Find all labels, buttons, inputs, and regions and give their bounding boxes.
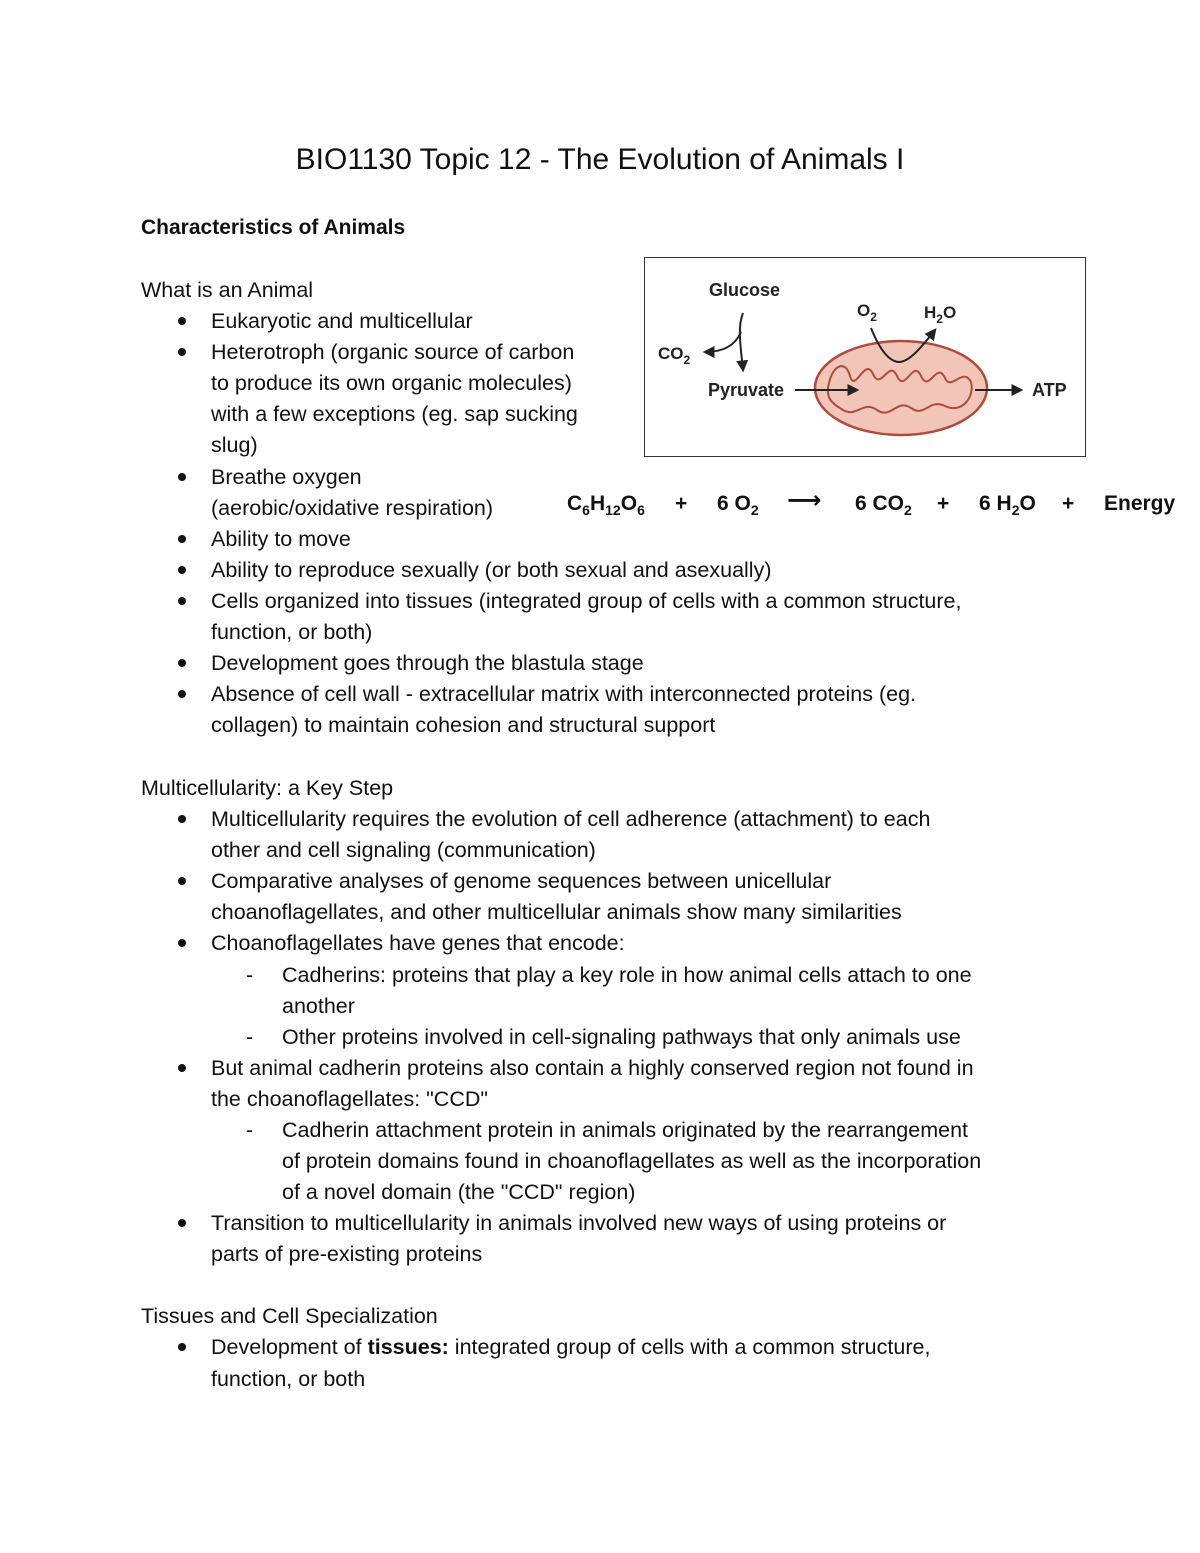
sub-bullet-dash: -	[246, 1118, 254, 1142]
respiration-equation	[565, 484, 1185, 524]
bullet-line: slug)	[211, 433, 258, 458]
bullet-dot	[178, 597, 186, 605]
sub-bullet-dash: -	[246, 1024, 254, 1049]
sub-bullet-dash: -	[246, 962, 254, 987]
cellular-respiration-diagram	[644, 257, 1086, 457]
bullet-line: Multicellularity requires the evolution of cell adherence (attachment) to each	[211, 807, 931, 831]
water-term: 6 $H_2O$	[979, 492, 1036, 518]
bullet-line: Absence of cell wall - extracellular matrix with interconnected proteins (eg.	[211, 682, 917, 707]
page-title: BIO1130 Topic 12 - The Evolution of Animals I	[295, 143, 905, 176]
bullet-line: Development goes through the blastula stage	[211, 651, 644, 676]
subsection-heading-tissues: Tissues and Cell Specialization	[141, 1304, 438, 1328]
bullet-line: Choanoflagellates have genes that encode:	[211, 931, 625, 956]
bullet-dot	[178, 1219, 186, 1227]
bullet-dot	[178, 815, 186, 823]
sub-bullet-line: Other proteins involved in cell-signaling pathways that only animals use	[282, 1024, 961, 1049]
subsection-heading-multicellularity: Multicellularity: a Key Step	[141, 776, 394, 800]
sub-bullet-line: of protein domains found in choanoflagellates as well as the incorporation	[282, 1149, 982, 1174]
bullet-line: Comparative analyses of genome sequences between unicellular	[211, 869, 832, 894]
bullet-dot	[178, 1343, 186, 1351]
glucose-formula: $C_6H_{12}O_6$	[567, 492, 645, 518]
bullet-line: the choanoflagellates: "CCD"	[211, 1086, 489, 1111]
bullet-line: other and cell signaling (communication)	[211, 838, 596, 863]
subsection-heading-what-is-animal: What is an Animal	[141, 278, 314, 302]
bullet-line: collagen) to maintain cohesion and structural support	[211, 713, 716, 738]
bullet-dot	[178, 535, 186, 543]
o2-label: $O_2$	[857, 301, 877, 324]
glucose-label: Glucose	[709, 280, 781, 300]
co2-label: $CO_2$	[658, 344, 691, 367]
mitochondrion-icon	[815, 341, 987, 435]
plus-sign: +	[675, 492, 688, 515]
bullet-dot	[178, 1064, 186, 1072]
oxygen-term: 6 $O_2$	[717, 492, 759, 518]
tissues-bullet-line-1: Development of tissues: integrated group of cells with a common structure,	[211, 1335, 931, 1359]
plus-sign: +	[937, 492, 950, 515]
bullet-line: Breathe oxygen	[211, 464, 362, 489]
bullet-dot	[178, 690, 186, 698]
pyruvate-label: Pyruvate	[708, 380, 785, 400]
bullet-line: to produce its own organic molecules)	[211, 371, 572, 396]
bullet-line: function, or both)	[211, 620, 373, 644]
bullet-line: Ability to reproduce sexually (or both sexual and asexually)	[211, 557, 772, 582]
bullet-line: Transition to multicellularity in animals involved new ways of using proteins or	[211, 1211, 947, 1236]
bullet-line: choanoflagellates, and other multicellular animals show many similarities	[211, 900, 902, 925]
glucose-to-pyruvate-arrow	[740, 313, 743, 370]
plus-sign: +	[1062, 492, 1075, 515]
bullet-line: Eukaryotic and multicellular	[211, 309, 473, 333]
bullet-line: (aerobic/oxidative respiration)	[211, 495, 494, 520]
sub-bullet-line: another	[282, 993, 355, 1018]
h2o-label: $H_2O$	[924, 303, 957, 326]
bullet-dot	[178, 317, 186, 325]
bullet-line: with a few exceptions (eg. sap sucking	[211, 402, 578, 427]
sub-bullet-line: Cadherins: proteins that play a key role in how animal cells attach to one	[282, 962, 972, 987]
bullet-line: Cells organized into tissues (integrated group of cells with a common structure,	[211, 588, 962, 613]
bullet-line: parts of pre-existing proteins	[211, 1242, 483, 1267]
atp-label: ATP	[1032, 380, 1067, 400]
co2-term: 6 $CO_2$	[855, 492, 912, 518]
bullet-dot	[178, 348, 186, 356]
energy-term: Energy	[1104, 492, 1176, 515]
bullet-dot	[178, 566, 186, 574]
reaction-arrow: ⟶	[787, 487, 822, 514]
bullet-dot	[178, 659, 186, 667]
bullet-line: Heterotroph (organic source of carbon	[211, 340, 575, 365]
sub-bullet-line: Cadherin attachment protein in animals originated by the rearrangement	[282, 1118, 969, 1142]
bullet-dot	[178, 939, 186, 947]
tissues-bullet-line-2: function, or both	[211, 1367, 366, 1391]
bullet-dot	[178, 473, 186, 481]
tissues-keyword: tissues:	[367, 1335, 449, 1359]
section-heading: Characteristics of Animals	[141, 216, 406, 239]
co2-release-arrow	[705, 332, 741, 352]
bullet-line: Ability to move	[211, 526, 351, 551]
bullet-line: But animal cadherin proteins also contain a highly conserved region not found in	[211, 1055, 974, 1080]
sub-bullet-line: of a novel domain (the "CCD" region)	[282, 1180, 636, 1205]
bullet-dot	[178, 877, 186, 885]
